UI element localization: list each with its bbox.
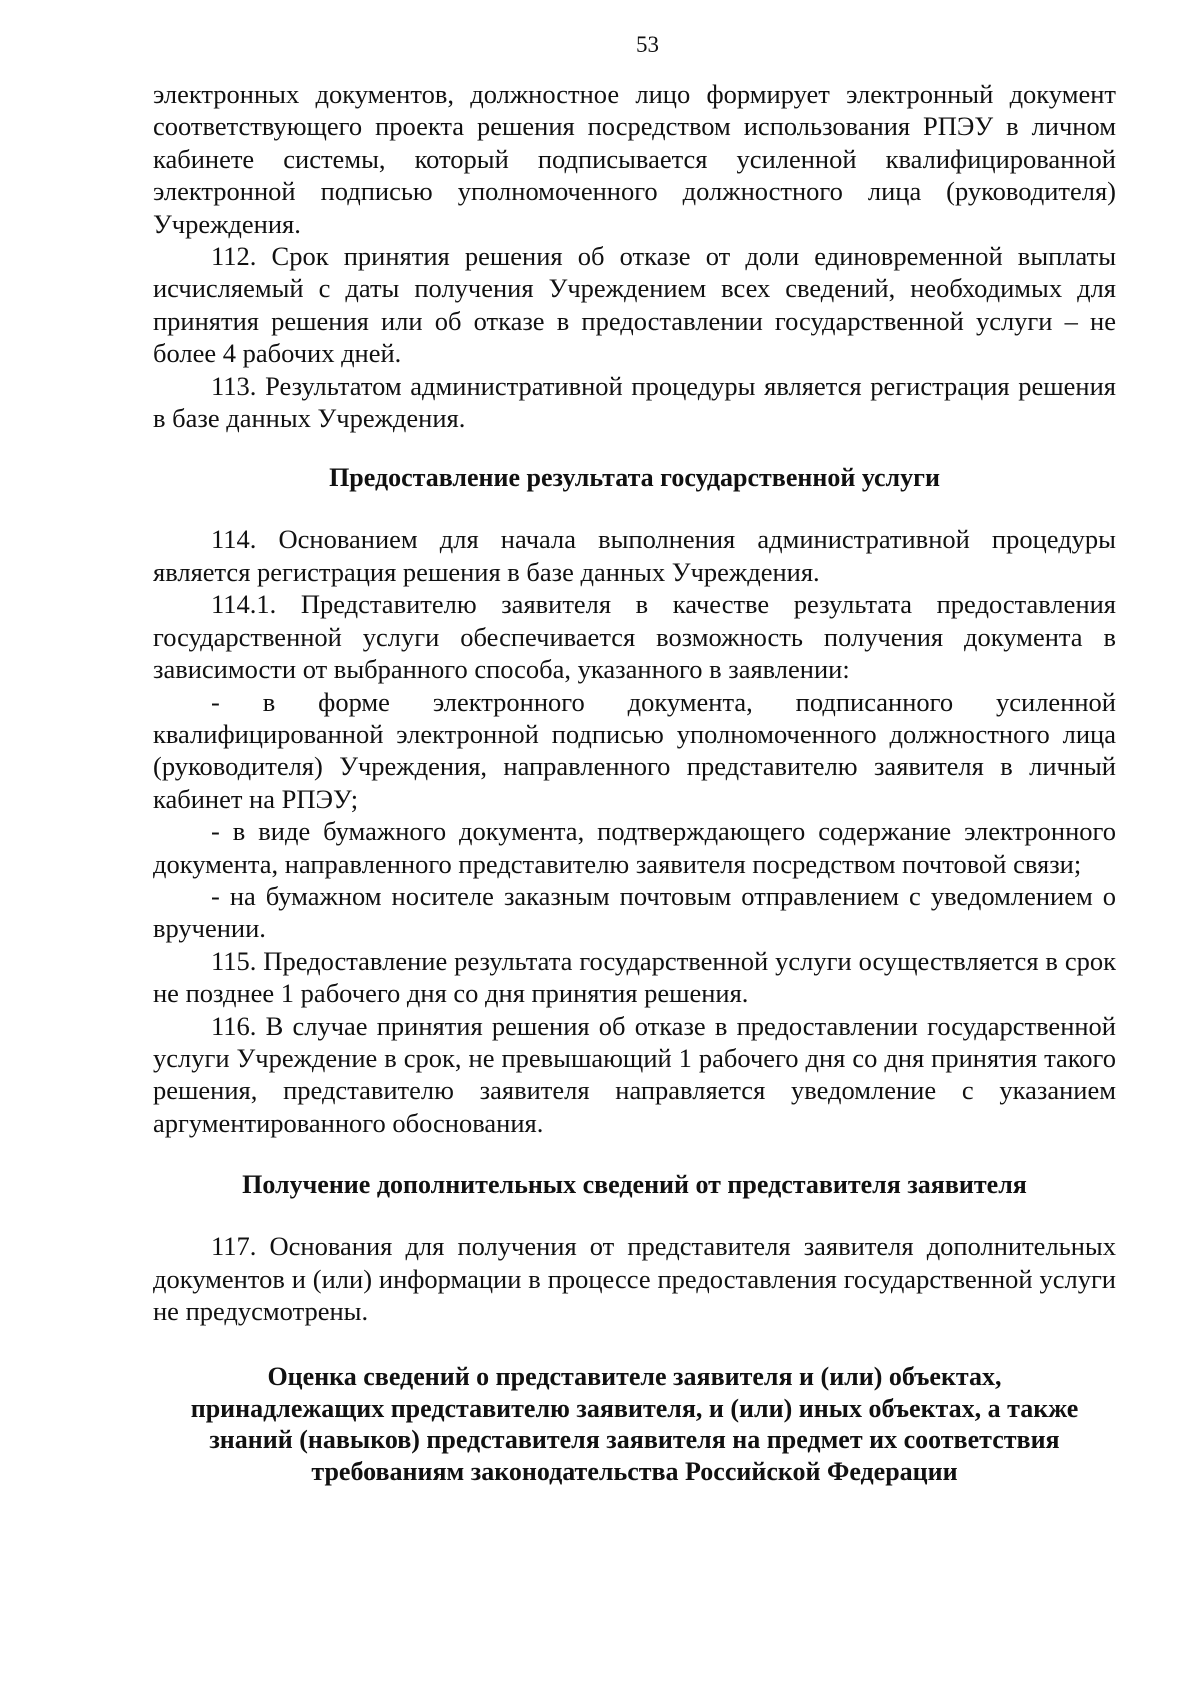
heading-line: требованиям законодательства Российской Федерации <box>311 1456 958 1486</box>
section-heading-additional-info: Получение дополнительных сведений от представителя заявителя <box>242 1170 1027 1200</box>
page-number: 53 <box>636 32 659 57</box>
paragraph-117: 117. Основания для получения от представителя заявителя дополнительных документов и (или) информации в процессе предоставления государственной услуги не предусмотрены. <box>153 1231 1116 1326</box>
paragraph-116: 116. В случае принятия решения об отказе в предоставлении государственной услуги Учреждение в срок, не превышающий 1 рабочего дня со дня принятия такого решения, представителю заявителя направляется уведомление с указанием аргументированного обоснования. <box>153 1010 1116 1138</box>
paragraph-continuation: электронных документов, должностное лицо формирует электронный документ соответствующего проекта решения посредством использования РПЭУ в личном кабинете системы, который подписывается усиленной квалифицированной электронной подписью уполномоченного должностного лица (руководителя) Учреждения. <box>153 79 1116 239</box>
section-heading-result: Предоставление результата государственной услуги <box>329 463 940 493</box>
heading-line: знаний (навыков) представителя заявителя на предмет их соответствия <box>209 1425 1060 1455</box>
list-item-electronic-document: - в форме электронного документа, подписанного усиленной квалифицированной электронной подписью уполномоченного должностного лица (руководителя) Учреждения, направленного представителю заявителя в личный кабинет на РПЭУ; <box>153 686 1116 814</box>
heading-line: Оценка сведений о представителе заявителя и (или) объектах, <box>267 1362 1002 1392</box>
paragraph-112: 112. Срок принятия решения об отказе от доли единовременной выплаты исчисляемый с даты получения Учреждением всех сведений, необходимых для принятия решения или об отказе в предоставлении государственной услуги – не более 4 рабочих дней. <box>153 241 1116 369</box>
list-item-paper-document: - в виде бумажного документа, подтверждающего содержание электронного документа, направленного представителю заявителя посредством почтовой связи; <box>153 816 1116 879</box>
paragraph-114: 114. Основанием для начала выполнения административной процедуры является регистрация решения в базе данных Учреждения. <box>153 524 1116 587</box>
section-heading-assessment <box>153 1361 1116 1487</box>
paragraph-113: 113. Результатом административной процедуры является регистрация решения в базе данных Учреждения. <box>153 370 1116 434</box>
heading-line: принадлежащих представителю заявителя, и (или) иных объектах, а также <box>190 1393 1079 1423</box>
list-item-registered-mail: - на бумажном носителе заказным почтовым отправлением с уведомлением о вручении. <box>153 880 1116 944</box>
paragraph-114-1: 114.1. Представителю заявителя в качестве результата предоставления государственной услуги обеспечивается возможность получения документа в зависимости от выбранного способа, указанного в заявлении: <box>153 589 1116 685</box>
paragraph-115: 115. Предоставление результата государственной услуги осуществляется в срок не позднее 1 рабочего дня со дня принятия решения. <box>153 945 1116 1009</box>
